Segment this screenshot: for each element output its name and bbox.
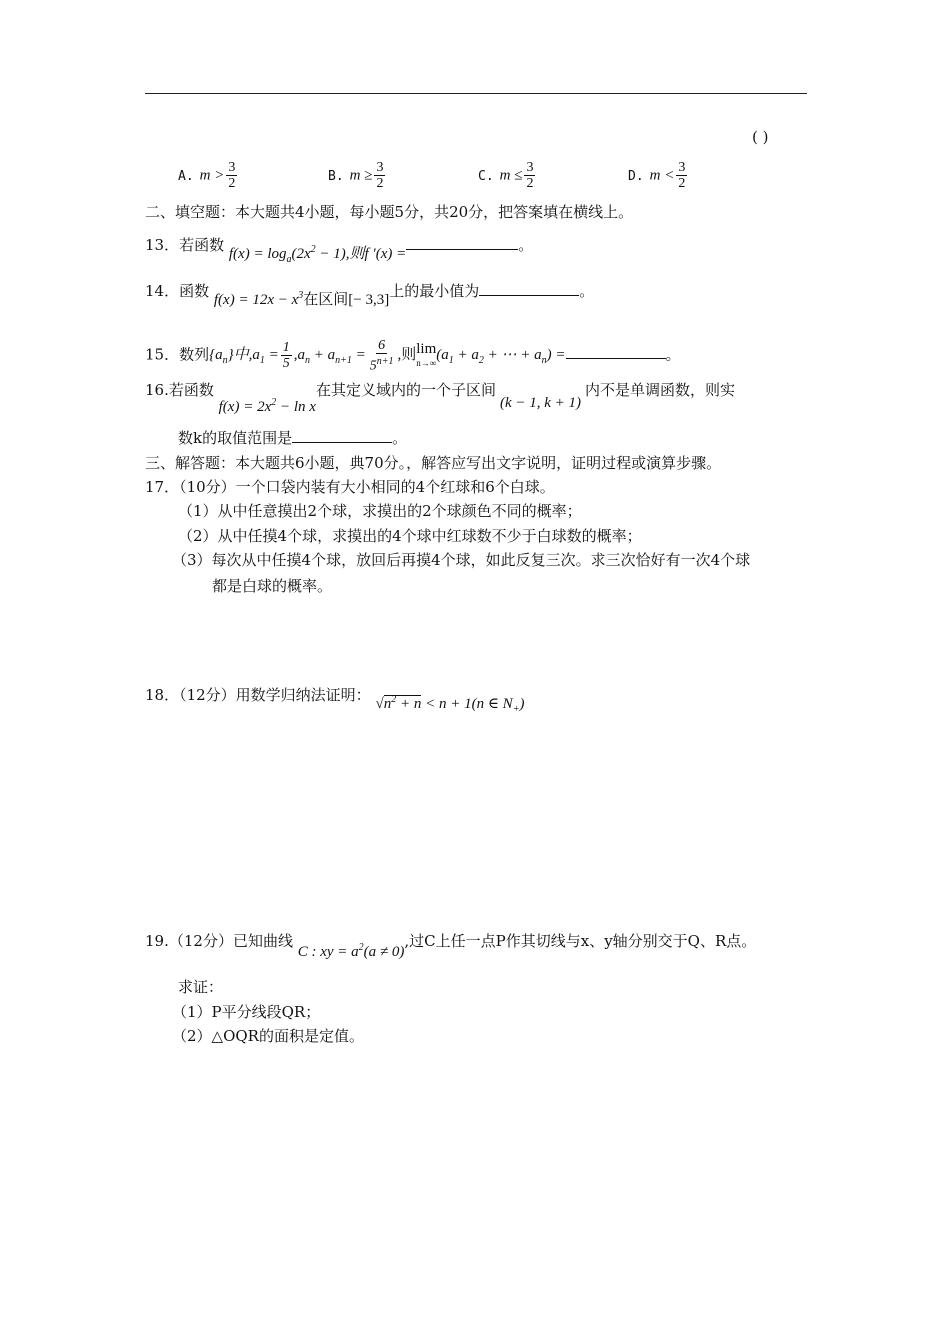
q13-formula-b: (2x — [291, 246, 311, 262]
q13-formula-c: − 1),则f ′(x) = — [315, 246, 407, 262]
q14-end: 。 — [579, 282, 595, 300]
choice-a-label: A. — [178, 168, 194, 184]
q16-formula — [219, 399, 316, 415]
frac-den — [368, 354, 396, 374]
frac-num: 1 — [282, 340, 290, 356]
q15-m10sub: n — [541, 355, 547, 367]
question-18 — [145, 682, 525, 715]
frac-den: 2 — [376, 176, 384, 191]
q16-number: 16.若函数 — [145, 381, 214, 399]
choice-d-frac — [676, 160, 687, 191]
q18-rest: < n + 1(n ∈ N — [421, 696, 513, 712]
q16-interval: (k − 1, k + 1) — [499, 395, 582, 411]
question-17-part-2: （2）从中任摸4个球，求摸出的4个球中红球数不少于白球数的概率； — [178, 527, 642, 545]
q15-m11: ) = — [546, 347, 566, 364]
q15-answer-blank[interactable] — [566, 344, 666, 359]
q15-m7: ,则 — [397, 347, 417, 364]
frac-den: 2 — [678, 176, 686, 191]
choice-b — [328, 160, 387, 191]
frac-den-sup: n+1 — [376, 356, 394, 367]
q18-rad: n — [383, 696, 392, 712]
q14-answer-blank[interactable] — [479, 281, 579, 296]
q16-end: 。 — [392, 429, 408, 447]
q14-formula-sup: 3 — [298, 290, 304, 301]
q19-formula-b: (a ≠ 0) — [363, 944, 405, 960]
q15-end: 。 — [665, 345, 681, 364]
frac-den: 5 — [282, 356, 290, 372]
choice-a-frac — [226, 160, 237, 191]
q15-m8: (a — [436, 347, 449, 364]
question-16-line-2 — [178, 428, 407, 448]
choice-c-frac — [524, 160, 535, 191]
q18-close: ) — [519, 696, 525, 712]
q19-formula — [298, 944, 405, 960]
q18-title: 18．（12分）用数学归纳法证明： — [145, 686, 371, 704]
q13-formula-a: f(x) = log — [228, 246, 287, 262]
q16-formula-b: − ln x — [276, 399, 316, 415]
q15-m5sub: n+1 — [335, 355, 352, 367]
q16-answer-blank[interactable] — [292, 428, 392, 443]
q15-m4: ,a — [293, 347, 305, 364]
frac-den: 2 — [526, 176, 534, 191]
radical-sign: √ — [375, 696, 384, 712]
choice-a — [178, 160, 239, 191]
q18-formula — [375, 694, 525, 715]
q15-m2sub: 1 — [259, 355, 265, 367]
choice-c — [478, 160, 537, 191]
q14-formula-a: f(x) = 12x − x — [213, 292, 299, 308]
q15-m9sub: 2 — [478, 355, 484, 367]
q19-text: ,过C上任一点P作其切线与x、y轴分别交于Q、R点。 — [404, 932, 757, 950]
question-19-prove: 求证： — [178, 978, 224, 996]
question-19-part-2: （2）△OQR的面积是定值。 — [172, 1027, 364, 1045]
q19-formula-a: C : xy = a — [297, 944, 359, 960]
q15-m3: = — [264, 347, 279, 364]
choice-c-label: C. — [478, 168, 494, 184]
q19-title: 19.（12分）已知曲线 — [145, 932, 293, 950]
q15-m2: }中,a — [227, 347, 260, 364]
frac-num: 6 — [378, 338, 386, 353]
question-16 — [145, 377, 736, 415]
choice-a-rel: m > — [199, 167, 225, 184]
q15-lim: lim — [416, 340, 437, 357]
question-13 — [145, 232, 534, 265]
q18-radrest: + n — [396, 696, 422, 712]
q14-text: 上的最小值为 — [389, 282, 480, 300]
q18-radsup: 2 — [391, 694, 397, 705]
section-2-heading: 二、填空题：本大题共4小题，每小题5分，共20分，把答案填在横线上。 — [145, 203, 634, 221]
question-19-part-1: （1）P平分线段QR； — [172, 1003, 321, 1021]
q13-formula — [228, 244, 407, 265]
q15-limsub: n→∞ — [416, 357, 437, 368]
q13-formula-sub: a — [286, 254, 292, 265]
q14-formula — [214, 292, 389, 308]
question-17-part-1: （1）从中任意摸出2个球，求摸出的2个球颜色不同的概率； — [178, 502, 582, 520]
question-17-title: 17．（10分）一个口袋内装有大小相同的4个红球和6个白球。 — [145, 478, 555, 496]
question-17-part-3: （3）每次从中任摸4个球，放回后再摸4个球，如此反复三次。求三次恰好有一次4个球 — [172, 551, 751, 569]
q15-m1sub: n — [222, 355, 228, 367]
q15-m9: + a — [453, 347, 479, 364]
q16-text-2: 内不是单调函数，则实 — [585, 381, 736, 399]
q16-formula-a: f(x) = 2x — [218, 399, 272, 415]
q18-restsub: + — [512, 704, 520, 715]
q13-number: 13．若函数 — [145, 236, 225, 254]
header-rule — [145, 93, 807, 94]
question-19 — [145, 928, 757, 960]
q15-m8sub: 1 — [448, 355, 454, 367]
q15-number: 15．数列 — [145, 345, 210, 364]
question-15 — [145, 338, 681, 374]
q15-frac-1 — [281, 340, 292, 371]
q15-limit — [416, 342, 436, 370]
q14-formula-b: 在区间[− 3,3] — [303, 292, 390, 308]
frac-num: 3 — [376, 160, 384, 175]
frac-den-base: 5 — [369, 358, 377, 374]
choice-d — [628, 160, 689, 191]
q16-line-2-text: 数k的取值范围是 — [178, 429, 293, 447]
choice-d-rel: m < — [649, 167, 675, 184]
q15-m10: + ⋯ + a — [483, 347, 542, 364]
q16-text-1: 在其定义域内的一个子区间 — [315, 381, 496, 399]
q15-m4sub: n — [304, 355, 310, 367]
choice-b-label: B. — [328, 168, 344, 184]
q13-formula-sup: 2 — [310, 244, 316, 255]
question-14 — [145, 278, 595, 308]
frac-num: 3 — [228, 160, 236, 175]
choice-c-rel: m ≤ — [499, 167, 523, 184]
q16-formula-sup: 2 — [271, 397, 277, 408]
section-3-heading: 三、解答题：本大题共6小题，典70分。，解答应写出文字说明，证明过程或演算步骤。 — [145, 454, 722, 472]
q19-formula-sup: 2 — [358, 942, 364, 953]
q13-answer-blank[interactable] — [406, 235, 518, 250]
q13-end: 。 — [518, 236, 534, 254]
frac-den: 2 — [228, 176, 236, 191]
q15-m6: = — [351, 347, 366, 364]
answer-paren: ( ) — [752, 128, 769, 146]
choice-b-rel: m ≥ — [349, 167, 373, 184]
choice-d-label: D. — [628, 168, 644, 184]
frac-num: 3 — [678, 160, 686, 175]
q15-m1: {a — [209, 347, 223, 364]
q15-frac-2 — [368, 338, 396, 374]
q15-m5: + a — [309, 347, 336, 364]
q18-radicand — [384, 695, 422, 712]
frac-num: 3 — [526, 160, 534, 175]
q14-number: 14．函数 — [145, 282, 210, 300]
q15-formula — [209, 338, 566, 374]
question-17-part-3-cont: 都是白球的概率。 — [212, 577, 333, 595]
choice-b-frac — [374, 160, 385, 191]
